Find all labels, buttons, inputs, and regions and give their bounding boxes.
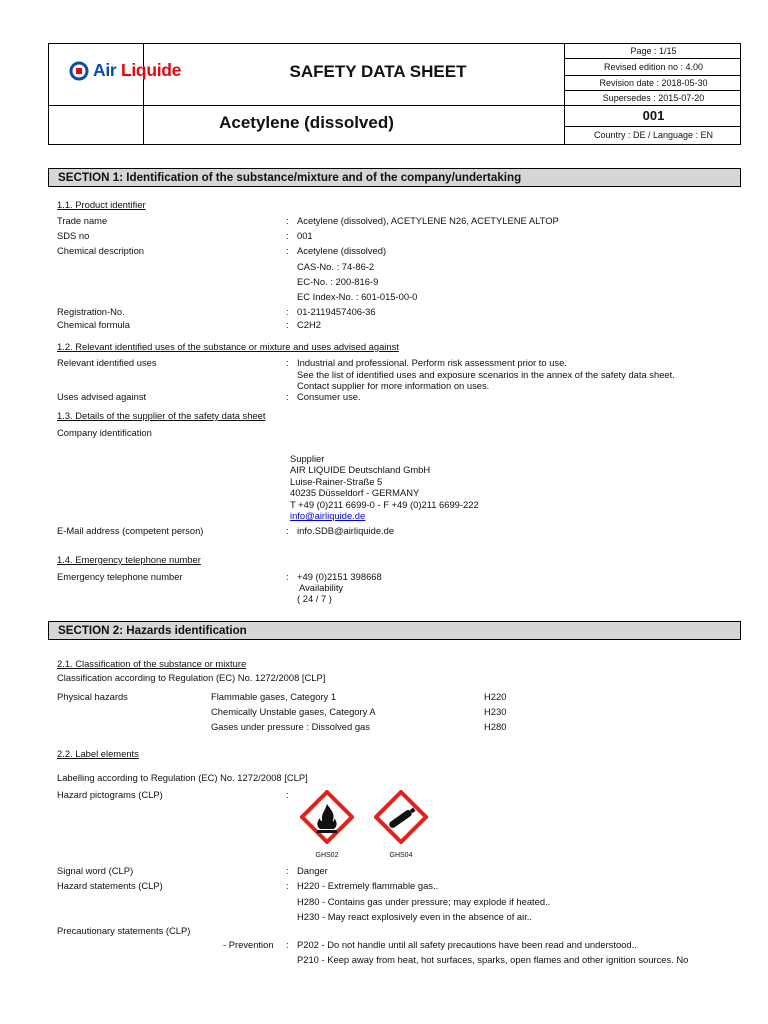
subsection-1-4: 1.4. Emergency telephone number (57, 554, 201, 565)
uses-advised-against-value: Consumer use. (297, 391, 361, 402)
emergency-phone-value: +49 (0)2151 398668 (297, 571, 382, 582)
company-identification-label: Company identification (57, 427, 152, 438)
country-language: Country : DE / Language : EN (593, 130, 714, 140)
hazard-class: Gases under pressure : Dissolved gas (211, 721, 370, 732)
supplier-name: AIR LIQUIDE Deutschland GmbH (290, 464, 431, 475)
ec-number: EC-No. : 200-816-9 (297, 276, 379, 287)
colon: : (286, 230, 289, 241)
colon: : (286, 789, 289, 800)
hazard-code: H280 (484, 721, 507, 732)
hazard-statement: H230 - May react explosively even in the absence of air.. (297, 911, 533, 922)
sds-no-label: SDS no (57, 230, 90, 241)
emergency-phone-label: Emergency telephone number (57, 571, 183, 582)
revised-edition: Revised edition no : 4.00 (603, 62, 704, 72)
colon: : (286, 306, 289, 317)
chemical-formula-label: Chemical formula (57, 319, 130, 330)
divider (564, 58, 740, 59)
identified-uses-line-1: Industrial and professional. Perform risk assessment prior to use. (297, 357, 567, 368)
subsection-1-2: 1.2. Relevant identified uses of the substance or mixture and uses advised against (57, 341, 399, 352)
hazard-class: Chemically Unstable gases, Category A (211, 706, 376, 717)
colon: : (286, 865, 289, 876)
supersedes: Supersedes : 2015-07-20 (602, 93, 705, 103)
precautionary-statement: P210 - Keep away from heat, hot surfaces, sparks, open flames and other ignition sources. No (297, 954, 689, 965)
logo-text: Air Liquide (93, 60, 182, 80)
chemical-description-label: Chemical description (57, 245, 145, 256)
flame-icon (300, 790, 354, 844)
hazard-class: Flammable gases, Category 1 (211, 691, 337, 702)
cas-number: CAS-No. : 74-86-2 (297, 261, 375, 272)
supplier-email-link[interactable]: info@airliquide.de (290, 510, 366, 521)
registration-label: Registration-No. (57, 306, 125, 317)
gas-cylinder-icon (374, 790, 428, 844)
colon: : (286, 391, 289, 402)
hazard-statement: H220 - Extremely flammable gas.. (297, 880, 439, 891)
trade-name-label: Trade name (57, 215, 108, 226)
subsection-2-1: 2.1. Classification of the substance or mixture (57, 658, 247, 669)
hazard-statement: H280 - Contains gas under pressure; may explode if heated.. (297, 896, 551, 907)
subsection-2-2: 2.2. Label elements (57, 748, 139, 759)
clp-classification: Classification according to Regulation (EC) No. 1272/2008 [CLP] (57, 672, 326, 683)
colon: : (286, 319, 289, 330)
email-value: info.SDB@airliquide.de (297, 525, 395, 536)
hazard-code: H230 (484, 706, 507, 717)
page-title: SAFETY DATA SHEET (289, 62, 467, 81)
availability-label: Availability (299, 582, 344, 593)
signal-word-label: Signal word (CLP) (57, 865, 134, 876)
colon: : (286, 525, 289, 536)
hazard-code: H220 (484, 691, 507, 702)
uses-advised-against-label: Uses advised against (57, 391, 147, 402)
chemical-description-value: Acetylene (dissolved) (297, 245, 387, 256)
identified-uses-line-3: Contact supplier for more information on uses. (297, 380, 490, 391)
precautionary-statements-label: Precautionary statements (CLP) (57, 925, 191, 936)
supplier-street: Luise-Rainer-Straße 5 (290, 476, 383, 487)
air-liquide-logo (69, 60, 181, 81)
physical-hazards-label: Physical hazards (57, 691, 128, 702)
divider (564, 126, 740, 127)
sds-code: 001 (642, 108, 665, 123)
air-liquide-logo-icon (69, 61, 89, 81)
supplier-city: 40235 Düsseldorf - GERMANY (290, 487, 420, 498)
section-1-title: SECTION 1: Identification of the substance/mixture and of the company/undertaking (48, 168, 741, 187)
divider (49, 105, 740, 106)
revision-date: Revision date : 2018-05-30 (599, 78, 708, 88)
ghs04-label: GHS04 (389, 852, 413, 859)
supplier-heading: Supplier (290, 453, 325, 464)
precautionary-statement: P202 - Do not handle until all safety precautions have been read and understood.. (297, 939, 637, 950)
colon: : (286, 245, 289, 256)
hazard-statements-label: Hazard statements (CLP) (57, 880, 163, 891)
colon: : (286, 939, 289, 950)
registration-value: 01-2119457406-36 (297, 306, 376, 317)
subsection-1-3: 1.3. Details of the supplier of the safety data sheet (57, 410, 266, 421)
ghs02-label: GHS02 (315, 852, 339, 859)
page-number: Page : 1/15 (630, 46, 677, 56)
section-2-title: SECTION 2: Hazards identification (48, 621, 741, 640)
signal-word-value: Danger (297, 865, 328, 876)
trade-name-value: Acetylene (dissolved), ACETYLENE N26, ACETYLENE ALTOP (297, 215, 559, 226)
sds-header (48, 43, 741, 145)
identified-uses-line-2: See the list of identified uses and exposure scenarios in the annex of the safety data sheet. (297, 369, 675, 380)
chemical-formula-value: C2H2 (297, 319, 321, 330)
email-label: E-Mail address (competent person) (57, 525, 204, 536)
hazard-pictograms-label: Hazard pictograms (CLP) (57, 789, 163, 800)
sds-no-value: 001 (297, 230, 313, 241)
colon: : (286, 571, 289, 582)
ec-index-number: EC Index-No. : 601-015-00-0 (297, 291, 418, 302)
colon: : (286, 215, 289, 226)
colon: : (286, 357, 289, 368)
identified-uses-label: Relevant identified uses (57, 357, 157, 368)
clp-labelling: Labelling according to Regulation (EC) No. 1272/2008 [CLP] (57, 772, 308, 783)
availability-hours: ( 24 / 7 ) (297, 593, 332, 604)
supplier-phone: T +49 (0)211 6699-0 - F +49 (0)211 6699-222 (290, 499, 479, 510)
prevention-label: - Prevention (223, 939, 274, 950)
product-name: Acetylene (dissolved) (219, 113, 394, 132)
subsection-1-1: 1.1. Product identifier (57, 199, 146, 210)
colon: : (286, 880, 289, 891)
